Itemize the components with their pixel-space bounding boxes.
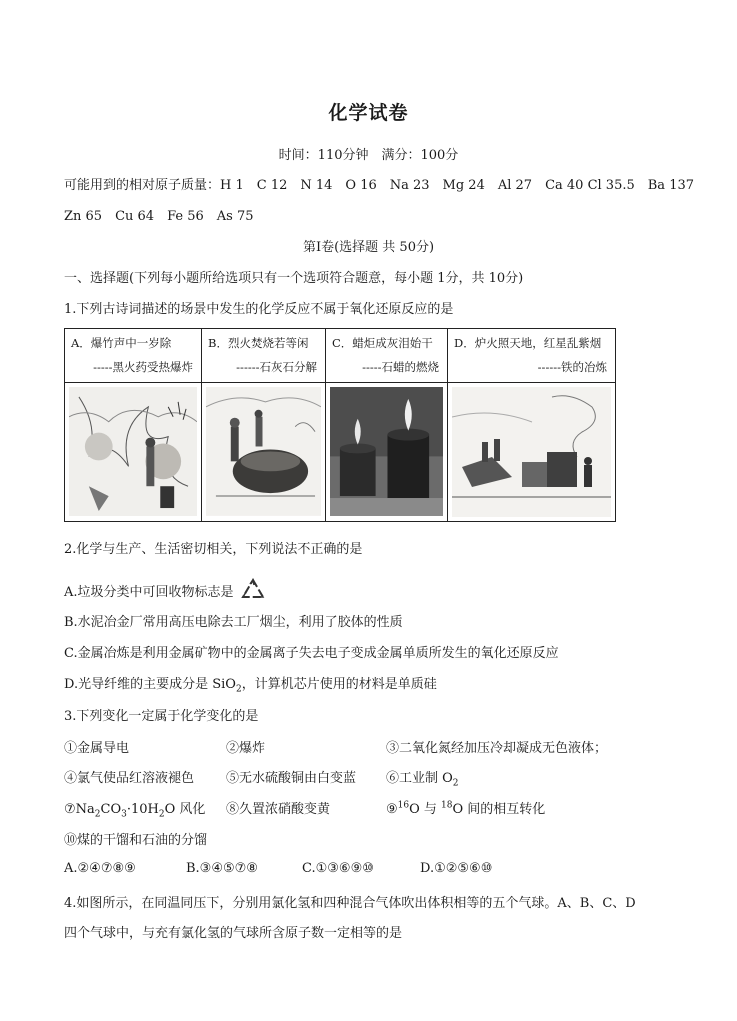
iron-smelting-illustration [452,387,611,517]
subscript: 2 [452,778,459,789]
q3-item-9-part: O 与 [409,802,442,817]
question-3-stem: 3.下列变化一定属于化学变化的是 [64,709,259,724]
panel-caption-line1: C．蜡炬成灰泪始干 [332,336,433,350]
q2-option-d-post: ，计算机芯片使用的材料是单质硅 [241,677,437,692]
q3-item-8: ⑧久置浓硝酸变黄 [226,802,331,817]
panel-b [202,329,326,521]
q3-item-7-part: O 风化 [164,802,206,817]
part1-heading: 一、选择题(下列每小题所给选项只有一个选项符合题意，每小题 1分，共 10分) [64,271,524,286]
candle-illustration [330,387,443,516]
section-title: 第Ⅰ卷(选择题 共 50分) [302,240,435,255]
q2-option-a [64,578,265,600]
page-title: 化学试卷 [328,102,409,124]
panel-a [65,329,202,521]
q3-item-5: ⑤无水硫酸铜由白变蓝 [226,771,357,786]
q3-item-1: ①金属导电 [64,741,130,756]
question-1-image-panels [64,328,616,522]
panel-caption [448,329,615,383]
exam-time-line: 时间：110分钟 满分：100分 [278,148,459,163]
q3-item-2: ②爆炸 [226,741,266,756]
panel-caption-line1: A．爆竹声中一岁除 [71,336,172,350]
q3-item-7-part: ⑦Na [64,802,95,817]
panel-caption-line1: D．炉火照天地，红星乱紫烟 [454,336,602,350]
lime-kiln-illustration [206,387,321,516]
q3-item-9-part: O 间的相互转化 [452,802,546,817]
q3-item-7-part: ·10H [126,802,159,817]
panel-c [326,329,448,521]
subscript: 2 [94,809,101,820]
panel-caption-line2: ------铁的冶炼 [537,360,607,374]
q2-option-d [64,673,437,695]
q3-choice-d: D.①②⑤⑥⑩ [420,861,493,876]
q3-item-3: ③二氧化氮经加压冷却凝成无色液体； [386,741,608,756]
panel-caption-line1: B．烈火焚烧若等闲 [208,336,309,350]
panel-caption [202,329,325,383]
atomic-mass-line-1: 可能用到的相对原子质量：H 1 C 12 N 14 O 16 Na 23 Mg 24 Al 27 Ca 40 Cl 35.5 Ba 137 [64,178,695,193]
q2-option-d-pre: D.光导纤维的主要成分是 SiO [64,677,236,692]
q3-item-9-part: ⑨ [386,802,398,817]
panel-caption-line2: -----石蜡的燃烧 [362,360,439,374]
firecracker-illustration [69,387,197,516]
q2-option-b: B.水泥冶金厂常用高压电除去工厂烟尘，利用了胶体的性质 [64,615,403,630]
q3-choice-c: C.①③⑥⑨⑩ [302,861,374,876]
q3-item-9 [386,798,545,817]
superscript: 16 [397,800,410,811]
subscript: 2 [235,684,242,695]
q3-choice-a: A.②④⑦⑧⑨ [64,861,136,876]
atomic-mass-line-2: Zn 65 Cu 64 Fe 56 As 75 [64,209,254,224]
q3-item-6-text: ⑥工业制 O [386,771,453,786]
q2-option-c: C.金属冶炼是利用金属矿物中的金属离子失去电子变成金属单质所发生的氧化还原反应 [64,646,559,661]
panel-caption [65,329,201,383]
q3-item-10: ⑩煤的干馏和石油的分馏 [64,833,208,848]
superscript: 18 [441,800,453,811]
question-2-stem: 2.化学与生产、生活密切相关，下列说法不正确的是 [64,542,363,557]
question-1-stem: 1.下列古诗词描述的场景中发生的化学反应不属于氧化还原反应的是 [64,302,454,317]
q2-option-a-text: A.垃圾分类中可回收物标志是 [64,585,234,600]
recycle-icon [241,578,265,600]
q3-item-7 [64,798,205,820]
panel-caption-line2: -----黑火药受热爆炸 [93,360,193,374]
panel-d [448,329,615,521]
q3-item-6 [386,767,459,789]
question-4-line-1: 4.如图所示，在同温同压下，分别用氯化氢和四种混合气体吹出体积相等的五个气球。A、B、C、D [64,896,636,911]
question-4-line-2: 四个气球中，与充有氯化氢的气球所含原子数一定相等的是 [64,926,403,941]
panel-caption [326,329,447,383]
subscript: 2 [158,809,165,820]
panel-caption-line2: ------石灰石分解 [236,360,317,374]
subscript: 3 [121,809,127,820]
q3-choice-b: B.③④⑤⑦⑧ [186,861,258,876]
q3-item-4: ④氯气使品红溶液褪色 [64,771,195,786]
q3-item-7-part: CO [100,802,122,817]
